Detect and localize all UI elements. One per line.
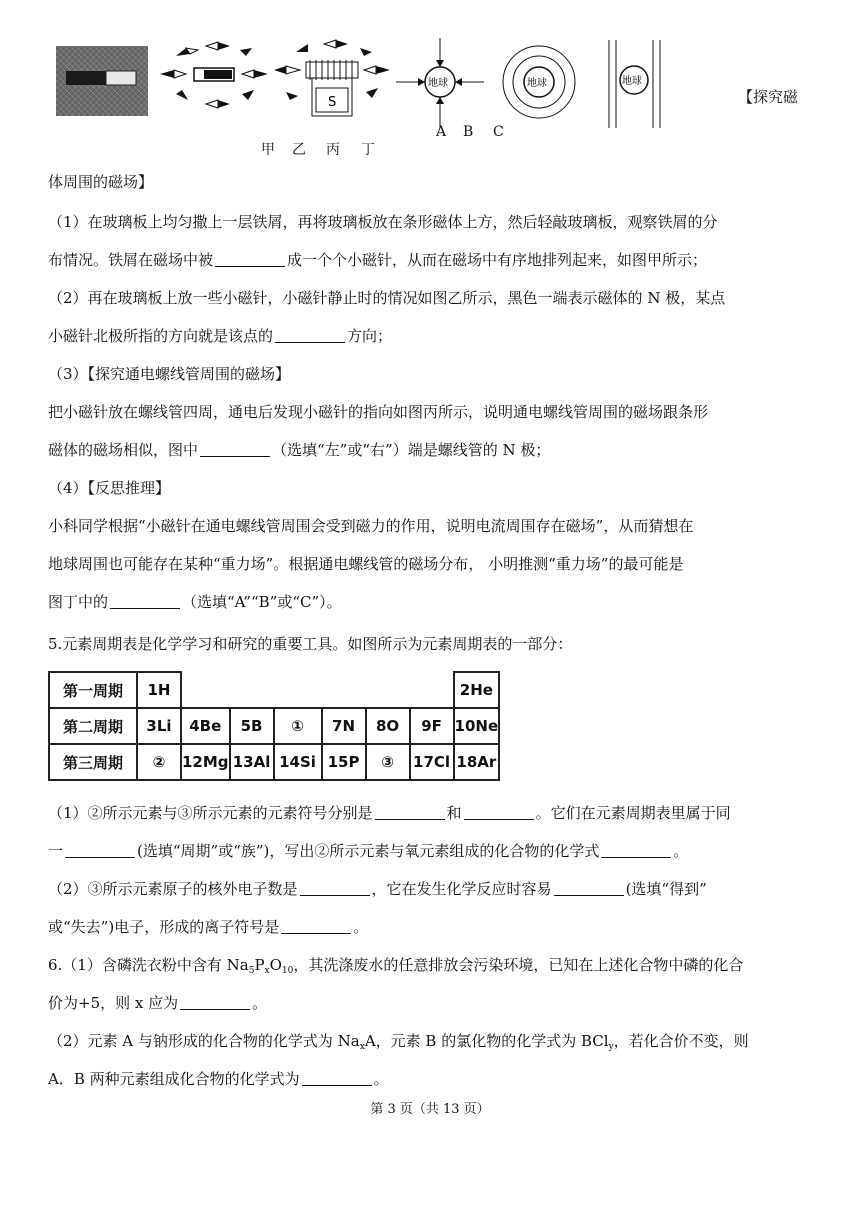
text-segment: (选填“周期”或“族”)，写出②所示元素与氧元素组成的化合物的化学式 xyxy=(137,842,600,860)
answer-blank[interactable] xyxy=(464,805,534,820)
q4-part3-line2 xyxy=(48,440,818,460)
text-segment: 。 xyxy=(252,994,268,1012)
text-segment: 。 xyxy=(673,842,689,860)
table-cell: 12Mg xyxy=(181,744,230,780)
q4-part4-heading: （4）【反思推理】 xyxy=(48,479,171,497)
answer-blank[interactable] xyxy=(281,919,351,934)
earth-label-b: 地球 xyxy=(527,78,547,89)
periodic-table-fragment xyxy=(48,671,500,781)
heading-continuation: 体周围的磁场】 xyxy=(48,173,154,191)
text-segment: ，它在发生化学反应时容易 xyxy=(371,880,552,898)
answer-blank[interactable] xyxy=(375,805,445,820)
table-cell: 18Ar xyxy=(454,744,500,780)
table-cell: 15P xyxy=(322,744,366,780)
table-cell: ① xyxy=(274,708,322,744)
earth-option-c xyxy=(609,40,660,128)
table-cell xyxy=(181,672,454,708)
q4-part4-line2: 地球周围也可能存在某种“重力场”。根据通电螺线管的磁场分布， 小明推测“重力场”的最可能是 xyxy=(48,555,684,573)
magnetism-figures xyxy=(56,38,816,163)
figure-label-bing: 丙 xyxy=(326,142,341,158)
table-cell: ② xyxy=(137,744,181,780)
text-segment: P xyxy=(254,956,265,974)
q6-part1-line1 xyxy=(48,955,818,981)
answer-blank[interactable] xyxy=(601,843,671,858)
text-segment: 。 xyxy=(353,918,369,936)
iron-filings-photo xyxy=(56,46,148,116)
earth-option-a xyxy=(396,38,484,128)
q4-part2-line2 xyxy=(48,326,818,346)
figure-label-yi: 乙 xyxy=(292,142,307,158)
text-segment: （2）③所示元素原子的核外电子数是 xyxy=(48,880,298,898)
q4-part4-line1: 小科同学根据“小磁针在通电螺线管周围会受到磁力的作用，说明电流周围存在磁场”，从而猜想在 xyxy=(48,517,694,535)
text-segment: 和 xyxy=(446,804,462,822)
text-segment: A，元素 B 的氯化物的化学式为 BCl xyxy=(364,1032,609,1050)
q6-part1-line2 xyxy=(48,993,818,1013)
q5-part1-line2 xyxy=(48,841,818,861)
text-segment: 布情况。铁屑在磁场中被 xyxy=(48,251,214,269)
text-segment: 6.（1）含磷洗衣粉中含有 Na xyxy=(48,956,249,974)
answer-blank[interactable] xyxy=(300,881,370,896)
table-row xyxy=(49,744,499,780)
text-segment: 。它们在元素周期表里属于同 xyxy=(535,804,731,822)
q4-part2-line1: （2）再在玻璃板上放一些小磁针，小磁针静止时的情况如图乙所示，黑色一端表示磁体的 N 极，某点 xyxy=(48,289,726,307)
text-segment: 成一个个小磁针，从而在磁场中有序地排列起来，如图甲所示； xyxy=(287,251,708,269)
answer-blank[interactable] xyxy=(554,881,624,896)
q6-part2-line2 xyxy=(48,1069,818,1089)
earth-label-c: 地球 xyxy=(622,76,642,87)
answer-blank[interactable] xyxy=(302,1071,372,1086)
text-segment: 一 xyxy=(48,842,64,860)
answer-blank[interactable] xyxy=(275,328,345,343)
table-cell: 10Ne xyxy=(454,708,500,744)
subscript: x xyxy=(359,1042,365,1052)
table-row xyxy=(49,708,499,744)
text-segment: （1）②所示元素与③所示元素的元素符号分别是 xyxy=(48,804,373,822)
text-segment: (选填“得到” xyxy=(625,880,707,898)
bar-magnet-compasses xyxy=(160,42,268,108)
text-segment: 方向； xyxy=(347,327,393,345)
text-segment: 图丁中的 xyxy=(48,593,109,611)
q5-part2-line2 xyxy=(48,917,818,937)
table-cell: 1H xyxy=(137,672,181,708)
table-row xyxy=(49,672,499,708)
subscript: 10 xyxy=(281,966,294,976)
text-segment: 或“失去”)电子，形成的离子符号是 xyxy=(48,918,280,936)
table-cell: 3Li xyxy=(137,708,181,744)
answer-blank[interactable] xyxy=(215,252,285,267)
text-segment: （选填“A”“B”或“C”）。 xyxy=(182,593,342,611)
switch-label: S xyxy=(328,95,337,110)
section-heading-fragment: 【探究磁 xyxy=(738,88,799,106)
table-cell: 2He xyxy=(454,672,500,708)
answer-blank[interactable] xyxy=(180,995,250,1010)
table-cell: 9F xyxy=(410,708,454,744)
text-segment: O xyxy=(269,956,282,974)
q4-part1-line2 xyxy=(48,250,818,270)
table-cell: 13Al xyxy=(230,744,274,780)
answer-blank[interactable] xyxy=(65,843,135,858)
q5-part1-line1 xyxy=(48,803,818,823)
q4-part4-line3 xyxy=(48,592,818,612)
table-cell: 8O xyxy=(366,708,410,744)
table-cell: 第二周期 xyxy=(49,708,137,744)
text-segment: 价为+5，则 x 应为 xyxy=(48,994,179,1012)
page-footer: 第 3 页（共 13 页） xyxy=(370,1102,490,1117)
text-segment: （2）元素 A 与钠形成的化合物的化学式为 Na xyxy=(48,1032,360,1050)
table-cell: 7N xyxy=(322,708,366,744)
text-segment: ，其洗涤废水的任意排放会污染环境，已知在上述化合物中磷的化合 xyxy=(293,956,744,974)
figure-label-b: B xyxy=(463,124,475,140)
text-segment: 磁体的磁场相似，图中 xyxy=(48,441,199,459)
q4-part3-heading: （3）【探究通电螺线管周围的磁场】 xyxy=(48,365,291,383)
q5-part2-line1 xyxy=(48,879,818,899)
answer-blank[interactable] xyxy=(200,442,270,457)
table-cell: 4Be xyxy=(181,708,230,744)
text-segment: 小磁针北极所指的方向就是该点的 xyxy=(48,327,274,345)
text-segment: A．B 两种元素组成化合物的化学式为 xyxy=(48,1070,300,1088)
text-segment: （选填“左”或“右”）端是螺线管的 N 极； xyxy=(272,441,551,459)
subscript: y xyxy=(608,1042,614,1052)
q5-intro: 5.元素周期表是化学学习和研究的重要工具。如图所示为元素周期表的一部分： xyxy=(48,635,573,653)
q4-part3-line1: 把小磁针放在螺线管四周，通电后发现小磁针的指向如图丙所示，说明通电螺线管周围的磁场跟条形 xyxy=(48,403,709,421)
table-cell: 14Si xyxy=(274,744,322,780)
q4-part1-line1: （1）在玻璃板上均匀撒上一层铁屑，再将玻璃板放在条形磁体上方，然后轻敲玻璃板，观察铁屑的分 xyxy=(48,213,718,231)
magnetism-figure-drawing xyxy=(56,38,816,163)
answer-blank[interactable] xyxy=(110,594,180,609)
subscript: x xyxy=(264,966,270,976)
figure-label-a: A xyxy=(436,124,448,140)
table-cell: 17Cl xyxy=(410,744,454,780)
figure-label-jia: 甲 xyxy=(261,142,276,158)
solenoid-compasses xyxy=(274,40,390,116)
table-cell: 第一周期 xyxy=(49,672,137,708)
table-cell: 5B xyxy=(230,708,274,744)
text-segment: ，若化合价不变，则 xyxy=(613,1032,749,1050)
earth-option-b xyxy=(503,46,575,118)
figure-label-ding: 丁 xyxy=(361,142,376,158)
table-cell: 第三周期 xyxy=(49,744,137,780)
subscript: 5 xyxy=(248,966,255,976)
text-segment: 。 xyxy=(373,1070,389,1088)
figure-label-c: C xyxy=(493,124,505,140)
table-cell: ③ xyxy=(366,744,410,780)
earth-label-a: 地球 xyxy=(428,78,448,89)
q6-part2-line1 xyxy=(48,1031,818,1057)
